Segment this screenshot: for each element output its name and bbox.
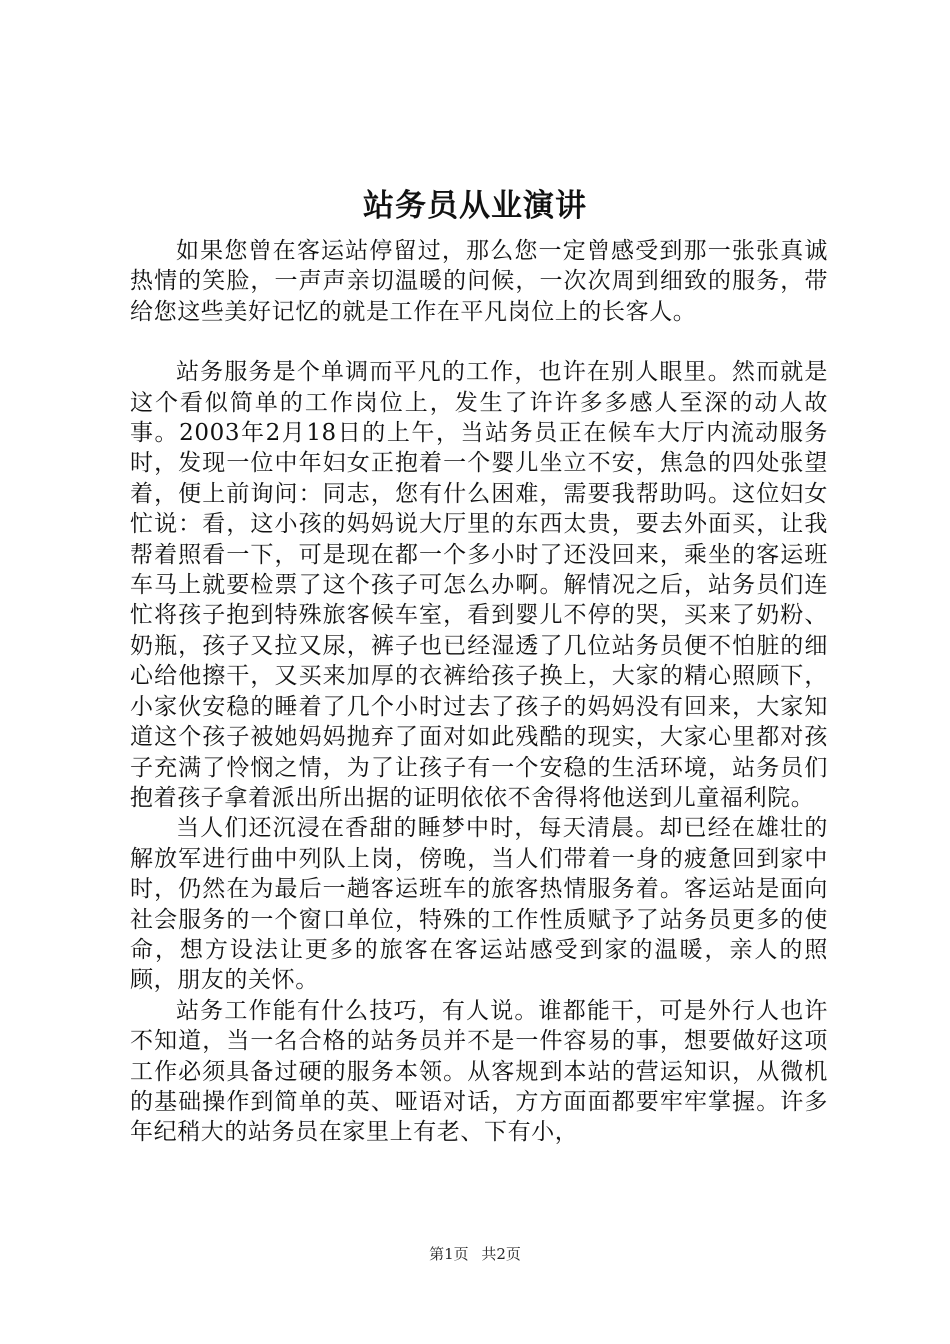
paragraph-intro: 如果您曾在客运站停留过，那么您一定曾感受到那一张张真诚热情的笑脸，一声声亲切温暖的问候，一次次周到细致的服务，带给您这些美好记忆的就是工作在平凡岗位上的长客人。 <box>130 238 828 325</box>
page-number-current: 第1页 <box>429 1245 469 1263</box>
paragraph-skills: 站务工作能有什么技巧，有人说。谁都能干，可是外行人也许不知道，当一名合格的站务员并不是一件容易的事，想要做好这项工作必须具备过硬的服务本领。从客规到本站的营运知识，从微机的基础操作到简单的英、哑语对话，方方面面都要牢牢掌握。许多年纪稍大的站务员在家里上有老、下有小， <box>130 997 828 1146</box>
paragraph-daily-work: 当人们还沉浸在香甜的睡梦中时，每天清晨。却已经在雄壮的解放军进行曲中列队上岗，傍晚，当人们带着一身的疲惫回到家中时，仍然在为最后一趟客运班车的旅客热情服务着。客运站是面向社会服务的一个窗口单位，特殊的工作性质赋予了站务员更多的使命，想方设法让更多的旅客在客运站感受到家的温暖，亲人的照顾，朋友的关怀。 <box>130 815 828 994</box>
page-number-total: 共2页 <box>481 1245 521 1263</box>
paragraph-story: 站务服务是个单调而平凡的工作，也许在别人眼里。然而就是这个看似简单的工作岗位上，发生了许许多多感人至深的动人故事。2003年2月18日的上午，当站务员正在候车大厅内流动服务时，发现一位中年妇女正抱着一个婴儿坐立不安，焦急的四处张望着，便上前询问：同志，您有什么困难，需要我帮助吗。这位妇女忙说：看，这小孩的妈妈说大厅里的东西太贵，要去外面买，让我帮着照看一下，可是现在都一个多小时了还没回来，乘坐的客运班车马上就要检票了这个孩子可怎么办啊。解情况之后，站务员们连忙将孩子抱到特殊旅客候车室，看到婴儿不停的哭，买来了奶粉、奶瓶，孩子又拉又尿，裤子也已经湿透了几位站务员便不怕脏的细心给他擦干，又买来加厚的衣裤给孩子换上，大家的精心照顾下，小家伙安稳的睡着了几个小时过去了孩子的妈妈没有回来，大家知道这个孩子被她妈妈抛弃了面对如此残酷的现实，大家心里都对孩子充满了怜悯之情，为了让孩子有一个安稳的生活环境，站务员们抱着孩子拿着派出所出据的证明依依不舍得将他送到儿童福利院。 <box>130 359 828 811</box>
document-title: 站务员从业演讲 <box>363 188 587 224</box>
document-body <box>130 236 828 1148</box>
page-footer <box>0 1244 950 1264</box>
